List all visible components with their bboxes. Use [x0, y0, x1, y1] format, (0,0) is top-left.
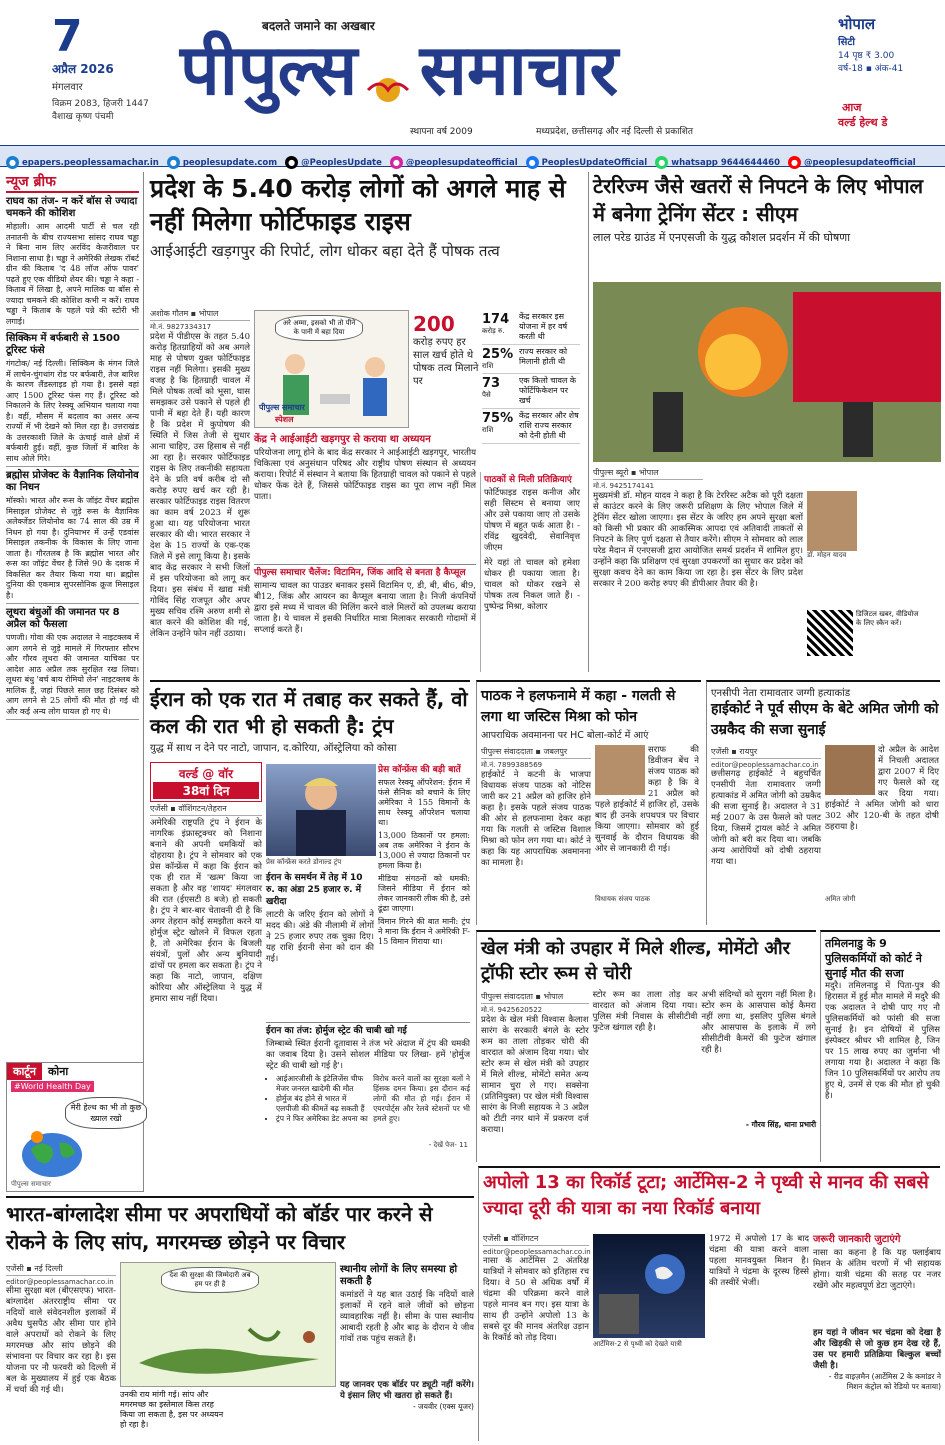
tamil-headline: तमिलनाडु के 9 पुलिसकर्मियों को कोर्ट ने सुनाई मौत की सजा: [825, 937, 922, 980]
artemis-left: [483, 1232, 589, 1442]
youtube-icon: ●: [788, 156, 801, 169]
facebook-icon: ●: [526, 156, 539, 169]
pathak-story: [476, 680, 701, 925]
artemis-headline: अपोलो 13 का रिकॉर्ड टूटा; आर्टेमिस-2 ने पृथ्वी से मानव की सबसे ज्यादा दूरी की यात्रा का नया रिकॉर्ड बनाया: [483, 1172, 929, 1219]
brief-item-body: गंगटोक/ नई दिल्ली। सिक्किम के मंगन जिले में लाचेन-चुंगथांग रोड पर बर्फबारी, तेज बारिश के कारण लैंडस्लाइड हो गया है। इससे वहां आए 1500 टूरिस्ट फंस गए हैं। टूरिस्ट को निकालने के लिए रेस्क्यू अभियान चलाया गया है। वहीं, मौसम में बदलाव का असर अन्य राज्यों में भी देखने को मिल रहा है। उत्तराखंड के उत्तरकाशी जिले के ऊंचाई वाले क्षेत्रों में बर्फबारी हुई। वहीं, कुछ जिलों में बारिश के साथ ओले गिरे।: [6, 359, 139, 463]
artemis-caption: आर्टेमिस-2 से पृथ्वी को देखते यात्री: [593, 1340, 682, 1348]
lead-mobile: मो.नं. 9827334317: [150, 323, 212, 331]
earth-icon: [17, 1125, 87, 1177]
brief-item-title: लूथरा बंधुओं की जमानत पर 8 अप्रैल को फैसला: [6, 607, 120, 630]
x-icon: ●: [285, 156, 298, 169]
brief-item-body: मोहाली। आम आदमी पार्टी से चल रही तनातनी के बीच राज्यसभा सांसद राघव चड्ढा ने बिना नाम लिए अरविंद केजरीवाल पर निशाना साधा है। चड्ढा ने अमेरिकी लेखक रॉबर्ट ग्रीन की किताब 'द 48 लॉज ऑफ पावर' पढ़ते हुए एक वीडियो शेयर की। चड्ढा ने कहा - किताब में लिखा है, अपने मालिक या बॉस से ज्यादा चमकने की कोशिश कभी न करें। राघव चड्ढा ने किताब के पहले पन्ने की स्टोरी भी लगाई।: [6, 222, 139, 326]
local-body: कमांडरों ने यह बात उठाई कि नदियों वाले इलाकों में रहने वाले जीवों को छोड़ना व्यावहारिक नहीं है। सीमा के पास स्थानीय आबादी रहती है और बाढ़ के दौरान ये जीव गांवों तक पहुंच सकते हैं।: [340, 1290, 474, 1344]
stat-value-block: [482, 347, 516, 371]
border-headline: भारत-बांग्लादेश सीमा पर अपराधियों को बॉर्डर पार करने से रोकने के लिए सांप, मगरमच्छ छोड़ने पर विचार: [6, 1202, 433, 1254]
brief-item: [6, 607, 139, 720]
nsg-photo: [593, 282, 941, 462]
sports-mid-text: स्टोर रूम का ताला तोड़ कर वारदात को अंजाम दिया गया। पुलिस मंत्री निवास के सीसीटीवी फुटेज खंगाल रही है।: [592, 990, 698, 1033]
press-item: मीडिया संगठनों को धमकी: जिसने मीडिया में ईरान को लेकर जानकारी लीक की है, उसे ढूंढा जाएगा।: [378, 874, 471, 913]
lead-highlight: [413, 312, 479, 428]
hormuz-box: [266, 1022, 470, 1152]
stat-value-block: [482, 376, 516, 406]
founded: स्थापना वर्ष 2009: [410, 127, 473, 137]
stat-value-block: [482, 312, 516, 342]
stat-value: 75%: [482, 411, 514, 426]
stat-text: केंद्र सरकार और शेष राशि राज्य सरकार को देनी होती थी: [519, 411, 579, 440]
press-item: विमान गिरने की बात मानी: ट्रंप ने माना कि ईरान ने अमेरिकी F-15 विमान गिराया था।: [378, 917, 470, 946]
border-cartoon-bubble: देश की सुरक्षा की जिम्मेदारी अब हम पर ही है: [161, 1267, 259, 1293]
brief-item-title: सिक्किम में बर्फबारी से 1500 टूरिस्ट फंसे: [6, 333, 120, 356]
support-body: लाटरी के जरिए ईरान को लोगों ने मदद की। अंडे की नीलामी में लोगों ने 25 हजार रुपए तक चुका दिए। यह राशि ईरानी सेना को दान की गई।: [266, 910, 374, 964]
social-label: whatsapp 9644644460: [671, 157, 780, 168]
border-body: सीमा सुरक्षा बल (बीएसएफ) भारत-बांग्लादेश अंतरराष्ट्रीय सीमा पर नदियों वाले संवेदनशील इलाकों में अवैध घुसपैठ और सीमा पार होने वाले अपराधों को रोकने के लिए मगरमच्छ और सांप छोड़ने की संभावना पर विचार कर रहा है। इस योजना पर नौ फरवरी को दिल्ली में बल के मुख्यालय में हुई एक बैठक में चर्चा की गई थी।: [6, 1286, 116, 1395]
stat-value: 73: [482, 376, 501, 391]
weekday: मंगलवार: [52, 82, 83, 93]
highlight-number: 200: [413, 312, 455, 336]
published: मध्यप्रदेश, छत्तीसगढ़ और नई दिल्ली से प्रकाशित: [536, 127, 694, 137]
lead-cartoon-label: पीपुल्स समाचार: [259, 403, 305, 412]
sports-quote-credit: - गौरव सिंह, थाना प्रभारी: [745, 1120, 817, 1129]
social-link-4[interactable]: [526, 156, 648, 169]
brief-item-title: राघव का तंज- न करें बॉस से ज्यादा चमकने की कोशिश: [6, 196, 138, 219]
terrorism-subhead: लाल परेड ग्राउंड में एनएसजी के युद्ध कौशल प्रदर्शन में की घोषणा: [593, 231, 851, 244]
social-link-3[interactable]: [390, 156, 518, 169]
challenge-title: पीपुल्स समाचार चैलेंज: विटामिन, जिंक आदि से बनता है कैप्सूल: [254, 568, 466, 578]
iran-story: [150, 680, 470, 1150]
stat-text: एक किलो चावल के फोर्टिफिकेशन पर खर्च: [519, 376, 577, 405]
social-label: @peoplesupdateofficial: [405, 157, 518, 168]
sports-quote: अभी संदिग्धों को सुराग नहीं मिला है। स्टोर रूम के आसपास कोई कैमरा नहीं लगा था, इसलिए पुलिस बंगले और आसपास के इलाके में लगे सीसीटीवी कैमरों की फुटेज खंगाल रही है।: [701, 990, 817, 1055]
stat-unit: राशि: [482, 426, 494, 434]
social-link-1[interactable]: [167, 156, 277, 169]
sports-body: प्रदेश के खेल मंत्री विश्वास कैलाश सारंग के सरकारी बंगले के स्टोर रूम का ताला तोड़कर चोरी की वारदात को अंजाम दिया गया। चोर स्टोर रूम से खेल मंत्री को उपहार में मिले शील्ड, मोमेंटो समेत अन्य सामान चुरा ले गए। सक्सेना (प्रतिनियुक्त) पर खेल मंत्री विश्वास सारंग के निजी सहायक ने 3 अप्रैल को टीटी नगर थाने में प्रकरण दर्ज कराया।: [481, 1015, 589, 1135]
iran-left: [150, 762, 262, 1152]
date-day: 7: [52, 11, 83, 62]
masthead: [0, 0, 945, 145]
cartoon-bubble: मेरी हेल्थ का भी तो कुछ ख्याल रखो: [65, 1097, 147, 1129]
war-day: 38वां दिन: [153, 782, 259, 799]
lead-body: प्रदेश में पीडीएस के तहत 5.40 करोड़ हितग्राहियों को अब अगले माह से पोषण युक्त फोर्टिफाइड राइस नहीं मिलेगा। इसकी मुख्य वजह है कि हितग्राही चावल में मिले पोषक तत्वों को भूसा, घास समझकर उसे पकाने से पहले ही पानी में बहा देते हैं। यही कारण है कि प्रदेश में कुपोषण की स्थिति में जिस तेजी से सुधार आना चाहिए, उस हिसाब से नहीं आ रहा है। सरकार फोर्टिफाइड राइस के लिए तकनीकी सहायता देने के प्रति वर्ष करीब दो सौ करोड़ रुपए खर्च कर रही है। सरकार फोर्टिफाइड राइस वितरण का काम वर्ष 2023 में शुरू हुआ था। यह परियोजना भारत सरकार की थी। भारत सरकार ने देश के 15 राज्यों के एक-एक जिले में इसे लागू किया है। इसके बाद केंद्र सरकार ने सभी जिलों में इस परियोजना को लागू कर दिया। इस संबंध में खाद्य मंत्री गोविंद सिंह राजपूत और अपर मुख्य सचिव रश्मि अरुण शमी से बात करने की कोशिश की गई, लेकिन उन्होंने फोन नहीं उठाया।: [150, 332, 250, 639]
brief-item-body: पणजी। गोवा की एक अदालत ने नाइटक्लब में आग लगने से जुड़े मामले में गिरफ्तार सौरभ और गौरव लूथरा की जमानत याचिका पर आदेश आठ अप्रैल तक सुरक्षित रख लिया। लूथरा बंधु 'बर्च बाय रोमियो लेन' नाइटक्लब के मालिक हैं, जहां पिछले साल छह दिसंबर को आग लगने से 25 लोगों की मौत हो गई थी और कई अन्य लोग घायल हो गए थे।: [6, 633, 139, 716]
globe-icon: ●: [6, 156, 19, 169]
artemis-quote-credit: - रीड वाइज़मैन (आर्टेमिस 2 के कमांडर ने मिशन कंट्रोल को रेडियो पर बताया): [828, 1372, 941, 1391]
iit-body: परियोजना लागू होने के बाद केंद्र सरकार ने आईआईटी खड़गपुर, भारतीय चिकित्सा एवं अनुसंधान परिषद और राष्ट्रीय पोषण संस्थान से अध्ययन कराया। रिपोर्ट में संस्थान ने बताया कि हितग्राही चावल को पकाने से पहले धोकर फेंक देते हैं, जिससे फोर्टिफाइड राइस का पूरा लाभ नहीं मिल पाता।: [254, 448, 476, 502]
today-box: [838, 100, 945, 140]
social-label: peoplesupdate.com: [182, 157, 278, 168]
cm-caption: डॉ. मोहन यादव: [807, 551, 847, 559]
reaction-2: मेरे यहां तो चावल को हमेशा धोकर ही पकाया जाता है। चावल को धोकर रखने से पोषक तत्व निकल जाते हैं। - पुष्पेन्द्र मिश्रा, कोलार: [484, 558, 580, 612]
sports-headline: खेल मंत्री को उपहार में मिले शील्ड, मोमेंटो और ट्रॉफी स्टोर रूम से चोरी: [481, 938, 791, 984]
jogi-caption: अमित जोगी: [825, 895, 856, 903]
tamil-story: [820, 930, 940, 1162]
iran-agency: एजेंसी ▪ वॉशिंगटन/तेहरान: [150, 802, 262, 816]
border-email: editor@peoplessamachar.co.in: [6, 1278, 114, 1286]
cm-photo: [807, 491, 857, 551]
lead-body-col: [150, 307, 250, 672]
border-quote: यह जानवर एक बॉर्डर पर ड्यूटी नहीं करेंगे। ये इंसान लिए भी खतरा हो सकते हैं।: [340, 1380, 474, 1401]
pages-price: 14 पृष्ठ ₹ 3.00: [838, 51, 895, 61]
highlight-text: करोड़ रुपए हर साल खर्च होते थे पोषक तत्व मिलाने पर: [413, 337, 479, 387]
qr-text: डिजिटल खबर, वीडियोज के लिए स्कैन करें।: [856, 610, 919, 627]
news-brief: [6, 172, 144, 1062]
brief-item: [6, 196, 139, 330]
press-box: [378, 762, 470, 1020]
stat-unit: करोड़ रु.: [482, 327, 505, 335]
iran-headline: ईरान को एक रात में तबाह कर सकते हैं, वो कल की रात भी हो सकती है: ट्रंप: [150, 687, 468, 738]
jogi-kicker: एनसीपी नेता रामावतार जग्गी हत्याकांड: [711, 688, 851, 699]
trump-photo: [266, 764, 376, 856]
social-strip: [0, 145, 945, 167]
iran-body: अमेरिकी राष्ट्रपति ट्रंप ने ईरान के नागरिक इंफ्रास्ट्रक्चर को निशाना बनाने की अपनी धमकियों को दोहराया है। ट्रंप ने सोमवार को एक प्रेस कॉन्फ्रेंस में कहा कि ईरान को एक ही रात में 'खत्म' किया जा सकता है और वह 'शायद' मंगलवार की रात (ईएसटी 8 बजे) हो सकती है। ट्रंप ने बार-बार चेतावनी दी है कि अगर तेहरान कोई समझौता करने या होर्मुज स्ट्रेट खोलने में विफल रहता है, तो अमेरिका ईरान के बिजली संयंत्रों, पुलों और अन्य बुनियादी ढांचों पर हमला कर सकता है। ट्रंप ने कहा कि नाटो, जापान, दक्षिण कोरिया और ऑस्ट्रेलिया ने युद्ध में हमारा साथ नहीं दिया।: [150, 818, 262, 1004]
brief-item-body: मॉस्को। भारत और रूस के जॉइंट वेंचर ब्रह्मोस मिसाइल प्रोजेक्ट से जुड़े रूस के वैज्ञानिक अलेक्जेंडर लियोनोव का 74 साल की उम्र में निधन हो गया है। दुनियाभर में उन्हें एडवांस मिसाइल तकनीक के विकास के लिए जाना जाता है। गौरतलब है कि ब्रह्मोस भारत और रूस का जॉइंट वेंचर है जिसे 90 के दशक में विकसित कर तैयार किया गया था। ब्रह्मोस दुनिया की एकमात्र सुपरसोनिक क्रूज मिसाइल है।: [6, 496, 139, 600]
artemis-email: editor@peoplessamachar.co.in: [483, 1248, 591, 1256]
edition-box: [838, 14, 938, 89]
brief-header: न्यूज ब्रीफ: [6, 172, 139, 193]
jogi-email: editor@peoplessamachar.co.in: [711, 761, 819, 769]
stat-row: [482, 374, 580, 409]
border-quote-credit: - जयवीर (एक्स यूजर): [412, 1402, 474, 1411]
lead-cartoon-bubble: अरे अम्मा, इसको भी तो पीने के पानी में बहा दिया: [275, 315, 363, 341]
border-left-col: [6, 1262, 116, 1442]
logo-emblem-icon: [366, 68, 410, 112]
social-label: PeoplesUpdateOfficial: [541, 157, 648, 168]
reaction-1: फोर्टिफाइड राइस कनीज और सही सिस्टम से बनाया जाए और उसे पकाया जाए तो उसके पोषण में बहुत फर्क आता है। - रविंद्र खुदवेदी, सेवानिवृत्त जीएम: [484, 488, 580, 553]
pathak-mobile: मो.नं. 7899388569: [481, 761, 543, 769]
qr-code[interactable]: [807, 610, 853, 656]
artemis-body: नासा के आर्टेमिस 2 अंतरिक्ष यात्रियों ने सोमवार को इतिहास रच दिया। वे 50 से अधिक वर्षों में चंद्रमा की परिक्रमा करने वाले पहले मानव बन गए। इस यात्रा के साथ ही उन्होंने अपोलो 13 के सबसे दूर की मानव अंतरिक्ष उड़ान के रिकॉर्ड को तोड़ दिया।: [483, 1256, 589, 1343]
stat-text: केंद्र सरकार इस योजना में हर वर्ष करती थी: [519, 312, 568, 341]
pathak-caption: विधायक संजय पाठक: [595, 895, 650, 903]
pathak-subhead: आपराधिक अवमानना पर HC बोला-कोर्ट में आएं: [481, 730, 649, 741]
whatsapp-icon: ●: [655, 156, 668, 169]
pathak-right-text: सराफ की डिवीजन बेंच ने संजय पाठक को कहा है कि वे 21 अप्रैल को पहले हाईकोर्ट में हाजिर हों, उसके बाद ही उनके शपथपत्र पर विचार किया जाएगा। सोमवार को हुई सुनवाई के दौरान विधायक की ओर से जानकारी दी गई।: [595, 745, 699, 854]
terrorism-body: मुख्यमंत्री डॉ. मोहन यादव ने कहा है कि टेररिस्ट अटैक को पूरी दक्षता से काउंटर करने के लिए जरूरी प्रशिक्षण के लिए भोपाल जिले में ट्रेनिंग सेंटर खोला जाएगा। इस सेंटर के जरिए हम अपने सुरक्षा बलों को किसी भी प्रकार की आकस्मिक आपदा एवं अतिवादी ताकतों से निपटने के लिए पूर्ण दक्षता से तैयार करेंगे। सीएम ने सोमवार को लाल परेड मैदान में एनएसजी द्वारा आयोजित समर्थ प्रदर्शन में शामिल हुए। उन्होंने कहा कि प्रशिक्षण एवं सुरक्षा उपकरणों का सुधार कर प्रदेश को सुरक्षा कवच देने का काम किया जा रहा है। इस सेंटर के लिए प्रदेश सरकार ने 200 करोड़ रुपए की डीपीआर तैयार की है।: [593, 491, 803, 589]
pathak-body: हाईकोर्ट ने कटनी के भाजपा विधायक संजय पाठक को नोटिस जारी कर 21 अप्रैल को हाजिर होने कहा है। इसके पहले संजय पाठक की ओर से हलफनामा देकर कहा गया कि गलती से जस्टिस विशाल मिश्रा को फोन लग गया था। कोर्ट ने कहा कि यह आपराधिक अवमानना का मामला है।: [481, 770, 591, 868]
side-list: [266, 1074, 369, 1124]
cartoon-corner: [6, 1062, 144, 1192]
jogi-right-text: दो अप्रैल के आदेश में निचली अदालत द्वारा 2007 में दिए गए फैसले को रद्द कर दिया गया। हाईकोर्ट ने अमित जोगी को धारा 302 और 120-बी के तहत दोषी ठहराया है।: [825, 745, 939, 832]
war-box: [150, 762, 262, 802]
cartoon-header-left: कार्टून: [7, 1063, 42, 1080]
tamil-body: मदुरै। तमिलनाडु में पिता-पुत्र की हिरासत में हुई मौत मामले में मदुरै की एक अदालत ने दोषी पाए गए नौ पुलिसकर्मियों को फांसी की सजा सुनाई है। इन दोषियों में पुलिस इंस्पेक्टर श्रीधर भी शामिल है, जिन पर 15 लाख रुपए का जुर्माना भी लगाया गया है। अदालत ने कहा कि जिन 10 पुलिसकर्मियों पर आरोप तय हुए थे, उनमें से एक की मौत हो चुकी है।: [825, 981, 940, 1101]
artemis-facts: [813, 1232, 941, 1442]
jogi-body: छत्तीसगढ़ हाईकोर्ट ने बहुचर्चित एनसीपी नेता रामावतार जग्गी हत्याकांड में अमित जोगी को उम्रकैद की सजा सुनाई है। अदालत ने 31 मई 2007 के उस फैसले को पलट दिया, जिसमें ट्रायल कोर्ट ने अमित जोगी को बरी कर दिया था। जबकि अन्य आरोपियों को दोषी ठहराया गया था।: [711, 769, 821, 867]
social-link-5[interactable]: [655, 156, 780, 169]
stat-unit: राशि: [482, 362, 494, 370]
hormuz-body: जिम्बाब्वे स्थित ईरानी दूतावास ने तंज भरे अंदाज में ट्रंप की धमकी का जवाब दिया है। उसने सोशल मीडिया पर लिखा- हमें 'होर्मुज स्ट्रेट की चाबी खो गई है'।: [266, 1039, 470, 1071]
terrorism-headline: टेररिज्म जैसे खतरों से निपटने के लिए भोपाल में बनेगा ट्रेनिंग सेंटर : सीएम: [593, 174, 924, 226]
artemis-story: [478, 1166, 940, 1441]
local-title: स्थानीय लोगों के लिए समस्या हो सकती है: [340, 1264, 458, 1287]
border-cartoon: [120, 1262, 336, 1387]
terrorism-photo-credit: पीपुल्स ब्यूरो ▪ भोपाल: [593, 466, 703, 480]
date-block: [52, 11, 182, 134]
jogi-agency: एजेंसी ▪ रायपुर: [711, 745, 821, 759]
pathak-headline: पाठक ने हलफनामे में कहा - गलती से लगा था जस्टिस मिश्रा को फोन: [481, 688, 676, 725]
reactions-title: पाठकों से मिली प्रतिक्रियाएं: [484, 475, 572, 485]
social-label: epapers.peoplessamachar.in: [22, 157, 159, 168]
stat-row: [482, 345, 580, 374]
border-mid-text: उनकी राय मांगी गई। सांप और मगरमच्छ का इस्तेमाल किस तरह किया जा सकता है, इस पर अध्ययन हो रहा है।: [120, 1390, 224, 1429]
press-item: 13,000 ठिकानों पर हमला: अब तक अमेरिका ने ईरान के 13,000 से ज्यादा ठिकानों पर हमला किया है।: [378, 831, 470, 870]
tagline: बदलते जमाने का अखबार: [262, 19, 375, 33]
social-label: @PeoplesUpdate: [301, 157, 382, 168]
war-label: वर्ल्ड @ वॉर: [178, 767, 234, 781]
lead-author: अशोक गौतम ▪ भोपाल: [150, 307, 250, 321]
sports-story: [476, 930, 816, 1162]
hormuz-title: ईरान का तंज: होर्मुज स्ट्रेट की चाबी खो गई: [266, 1026, 407, 1036]
terrorism-story: [588, 172, 940, 672]
lead-cartoon: [254, 310, 409, 428]
cartoon-tag: #World Health Day: [11, 1081, 94, 1092]
terrorism-mobile: मो.नं. 9425174141: [593, 482, 655, 490]
press-item: सफल रेस्क्यू ऑपरेशन: ईरान में फंसे सैनिक को बचाने के लिए अमेरिका ने 155 विमानों के साथ रेस्क्यू ऑपरेशन चलाया था।: [378, 778, 470, 827]
jogi-story: [706, 680, 940, 925]
side-list-item: • आईआरजीसी के इंटेलिजेंस चीफ मेजर जनरल खादेमी की मौत: [276, 1074, 369, 1094]
challenge-body: सामान्य चावल का पाउडर बनाकर इसमें विटामिन ए, डी, बी, बी6, बी9, बी12, जिंक और आयरन का कैप्सूल बनाया जाता है। निजी कंपनियों द्वारा इसे मध्य में चावल की मिलिंग करने वाले मिलरों को उपलब्ध कराया जाता है। ये चावल में इसकी निर्धारित मात्रा मिलाकर सरकारी गोदामों में सप्लाई करते हैं।: [254, 581, 476, 635]
date-month: अप्रैल 2026: [52, 62, 114, 76]
lead-cartoon-sub: स्पेशल: [275, 415, 294, 424]
iran-credit: - देखें पेज- 11: [428, 1141, 468, 1149]
lead-stats: [482, 310, 580, 470]
logo-left: पीपुल्स: [180, 29, 358, 111]
terrorism-text: [593, 466, 941, 672]
stat-text: राज्य सरकार को मिलानी होती थी: [519, 347, 568, 366]
side-list-item: • ट्रंप ने फिर अमेरिका डेट अपना का: [276, 1114, 369, 1124]
stat-value: 25%: [482, 347, 514, 362]
brief-item: [6, 333, 139, 467]
artemis-quote: हम यहां ने जीवन भर चंद्रमा को देखा है और खिड़की से जो कुछ हम देख रहे हैं, उस पर हमारी प्रतिक्रिया बिल्कुल बच्चों जैसी है।: [813, 1328, 941, 1371]
artemis-mid: [709, 1234, 809, 1439]
side-text: विरोध करने वालों का सुरक्षा बलों ने हिंसक दमन किया। इस दौरान कई लोगों की मौत हो गई। ईरान में एयरपोर्ट्स और रेलवे स्टेशनों पर भी हमले हुए।: [373, 1074, 470, 1123]
social-link-0[interactable]: [6, 156, 159, 169]
sports-mobile: मो.नं. 9425620522: [481, 1006, 543, 1014]
brief-item-title: ब्रह्मोस प्रोजेक्ट के वैज्ञानिक लियोनोव का निधन: [6, 470, 139, 493]
iran-subhead: युद्ध में साथ न देने पर नाटो, जापान, द.कोरिया, ऑस्ट्रेलिया को कोसा: [150, 743, 397, 754]
social-label: @peoplesupdateofficial: [804, 157, 916, 168]
artemis-photo: [593, 1234, 705, 1338]
instagram-icon: ●: [390, 156, 403, 169]
artemis-mid-text: 1972 में अपोलो 17 के बाद चंद्रमा की यात्रा करने वाला पहला मानवयुक्त मिशन है। यात्रियों ने चंद्रमा के दूरस्थ हिस्से की तस्वीरें भेजीं।: [709, 1234, 809, 1288]
edition-city: भोपाल: [838, 15, 876, 33]
stat-value: 174: [482, 312, 510, 327]
local-box: [340, 1262, 474, 1442]
year-issue: वर्ष-18 ▪ अंक-41: [838, 64, 904, 74]
trump-caption: प्रेस कॉन्फ्रेंस करते डोनाल्ड ट्रंप: [266, 858, 342, 866]
artemis-agency: एजेंसी ▪ वॉशिंगटन: [483, 1232, 589, 1246]
today-label: आज: [842, 101, 862, 114]
logo-right: समाचार: [419, 29, 619, 111]
lead-headline: प्रदेश के 5.40 करोड़ लोगों को अगले माह से नहीं मिलेगा फोर्टिफाइड राइस: [150, 174, 566, 236]
sports-byline: पीपुल्स संवाददाता ▪ भोपाल: [481, 990, 589, 1004]
pathak-byline: पीपुल्स संवाददाता ▪ जबलपुर: [481, 745, 591, 759]
lead-story: [150, 172, 580, 672]
stat-value-block: [482, 411, 516, 441]
samvat: विक्रम 2083, हिजरी 1447: [52, 99, 149, 109]
social-link-6[interactable]: [788, 156, 916, 169]
reactions-box: [480, 472, 580, 672]
cartoon-credit: पीपुल्स समाचार: [11, 1180, 51, 1188]
border-story: [6, 1196, 474, 1441]
artemis-facts-title: जरूरी जानकारी जुटाएंगे: [813, 1234, 901, 1245]
lead-subhead: आईआईटी खड़गपुर की रिपोर्ट, लोग धोकर बहा देते हैं पोषक तत्व: [150, 242, 500, 260]
jogi-photo: [825, 745, 875, 795]
side-list-item: • होर्मुज बंद होने से भारत में एलपीजी की कीमतें बढ़ सकती हैं: [276, 1094, 369, 1114]
logo: [180, 28, 760, 113]
challenge-box: [254, 564, 476, 672]
border-agency: एजेंसी ▪ नई दिल्ली: [6, 1262, 116, 1276]
stat-row: [482, 409, 580, 444]
jogi-headline: हाईकोर्ट ने पूर्व सीएम के बेटे अमित जोगी को उम्रकैद की सजा सुनाई: [711, 701, 939, 738]
crocodile-icon: [129, 1319, 329, 1383]
cartoon-header-right: कोना: [47, 1065, 69, 1078]
press-title: प्रेस कॉन्फ्रेंस की बड़ी बातें: [378, 765, 461, 775]
brief-item: [6, 470, 139, 604]
support-title: ईरान के समर्थन में तेह में 10 रु. का अंडा 25 हजार रु. में खरीदा: [266, 873, 363, 907]
web-icon: ●: [167, 156, 180, 169]
artemis-facts-body: नासा का कहना है कि यह फ्लाईबाय मिशन के अंतिम चरणों में भी सहायक होगा। यात्री चंद्रमा की सतह पर नजर रखेंगे और महत्वपूर्ण डेटा जुटाएंगे।: [813, 1248, 941, 1291]
social-link-2[interactable]: [285, 156, 382, 169]
iit-box: [254, 432, 476, 562]
tithi: वैशाख कृष्ण पंचमी: [52, 112, 114, 122]
stat-unit: पैसे: [482, 391, 491, 399]
today-event: वर्ल्ड हेल्थ डे: [838, 116, 888, 129]
edition-name: सिटी: [838, 37, 855, 48]
iit-title: केंद्र ने आईआईटी खड़गपुर से कराया था अध्ययन: [254, 434, 431, 445]
pathak-photo: [595, 745, 645, 795]
support-box: [266, 870, 374, 1020]
stat-row: [482, 310, 580, 345]
